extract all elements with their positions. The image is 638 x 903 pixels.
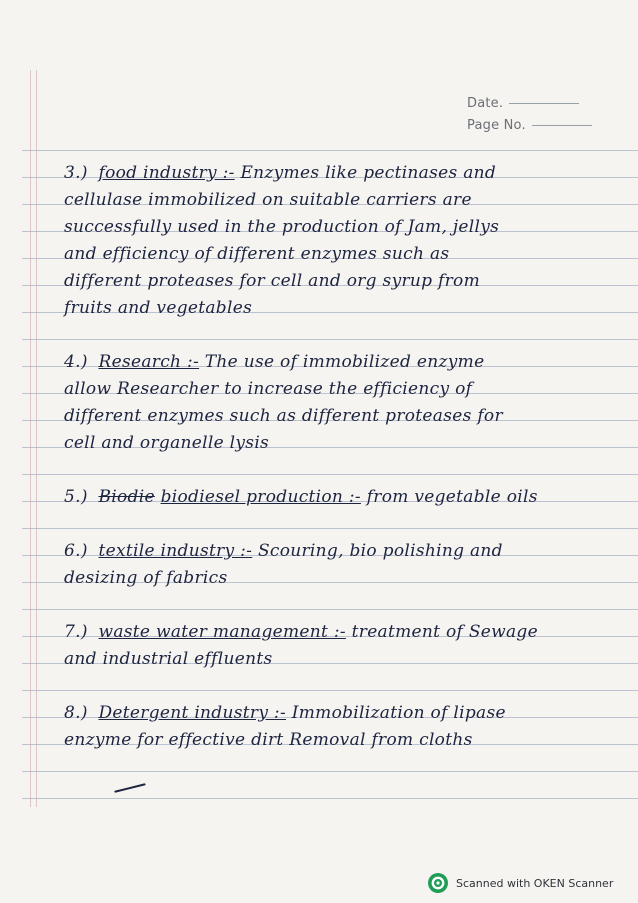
- point-text-line: and efficiency of different enzymes such as: [64, 244, 450, 264]
- point-text-line: allow Researcher to increase the efficiency of: [64, 379, 473, 399]
- point-number: 5.): [64, 487, 88, 507]
- point-text-line: different enzymes such as different proteases for: [64, 406, 503, 426]
- date-field: [467, 96, 579, 111]
- point-heading: Detergent industry :-: [98, 703, 286, 723]
- point-text: from vegetable oils: [366, 487, 538, 507]
- point-text-line: desizing of fabrics: [64, 568, 228, 588]
- date-blank: [509, 103, 579, 104]
- ruled-line: [22, 771, 638, 772]
- point-number: 6.): [64, 541, 88, 561]
- oken-scanner-logo-icon: [427, 872, 449, 894]
- margin-line: [36, 70, 37, 807]
- margin-line: [30, 70, 31, 807]
- point-food-industry-line-1: [64, 163, 624, 183]
- page-no-label: Page No.: [467, 118, 526, 133]
- point-text-line: different proteases for cell and org syrup from: [64, 271, 481, 291]
- point-text: Immobilization of lipase: [291, 703, 506, 723]
- page-no-field: [467, 118, 592, 133]
- point-text-line: and industrial effluents: [64, 649, 273, 669]
- ruled-line: [22, 528, 638, 529]
- point-text-line: fruits and vegetables: [64, 298, 253, 318]
- ruled-line: [22, 474, 638, 475]
- point-heading: textile industry :-: [98, 541, 253, 561]
- ruled-line: [22, 609, 638, 610]
- struck-word: Biodie: [98, 487, 155, 507]
- point-research-line-1: [64, 352, 624, 372]
- point-biodiesel-line-1: [64, 487, 624, 507]
- pen-stroke-mark: [114, 783, 146, 793]
- point-text: treatment of Sewage: [351, 622, 538, 642]
- ruled-line: [22, 798, 638, 799]
- point-heading: Research :-: [98, 352, 200, 372]
- point-text-line: cellulase immobilized on suitable carriers are: [64, 190, 472, 210]
- ruled-line: [22, 339, 638, 340]
- point-number: 3.): [64, 163, 88, 183]
- date-label: Date.: [467, 96, 504, 111]
- scanner-text: Scanned with OKEN Scanner: [456, 876, 614, 890]
- point-number: 4.): [64, 352, 88, 372]
- point-text-line: cell and organelle lysis: [64, 433, 270, 453]
- point-heading: waste water management :-: [98, 622, 346, 642]
- point-number: 7.): [64, 622, 88, 642]
- point-text: The use of immobilized enzyme: [204, 352, 485, 372]
- point-text: Enzymes like pectinases and: [240, 163, 497, 183]
- point-detergent-line-1: [64, 703, 624, 723]
- point-text-line: enzyme for effective dirt Removal from cloths: [64, 730, 473, 750]
- ruled-line: [22, 690, 638, 691]
- point-heading: food industry :-: [98, 163, 235, 183]
- point-heading: biodiesel production :-: [160, 487, 361, 507]
- page-no-blank: [532, 125, 592, 126]
- point-waste-water-line-1: [64, 622, 624, 642]
- point-text-line: successfully used in the production of Jam, jellys: [64, 217, 500, 237]
- point-textile-line-1: [64, 541, 624, 561]
- point-number: 8.): [64, 703, 88, 723]
- scanner-watermark: [427, 872, 613, 894]
- point-text: Scouring, bio polishing and: [257, 541, 503, 561]
- ruled-line: [22, 150, 638, 151]
